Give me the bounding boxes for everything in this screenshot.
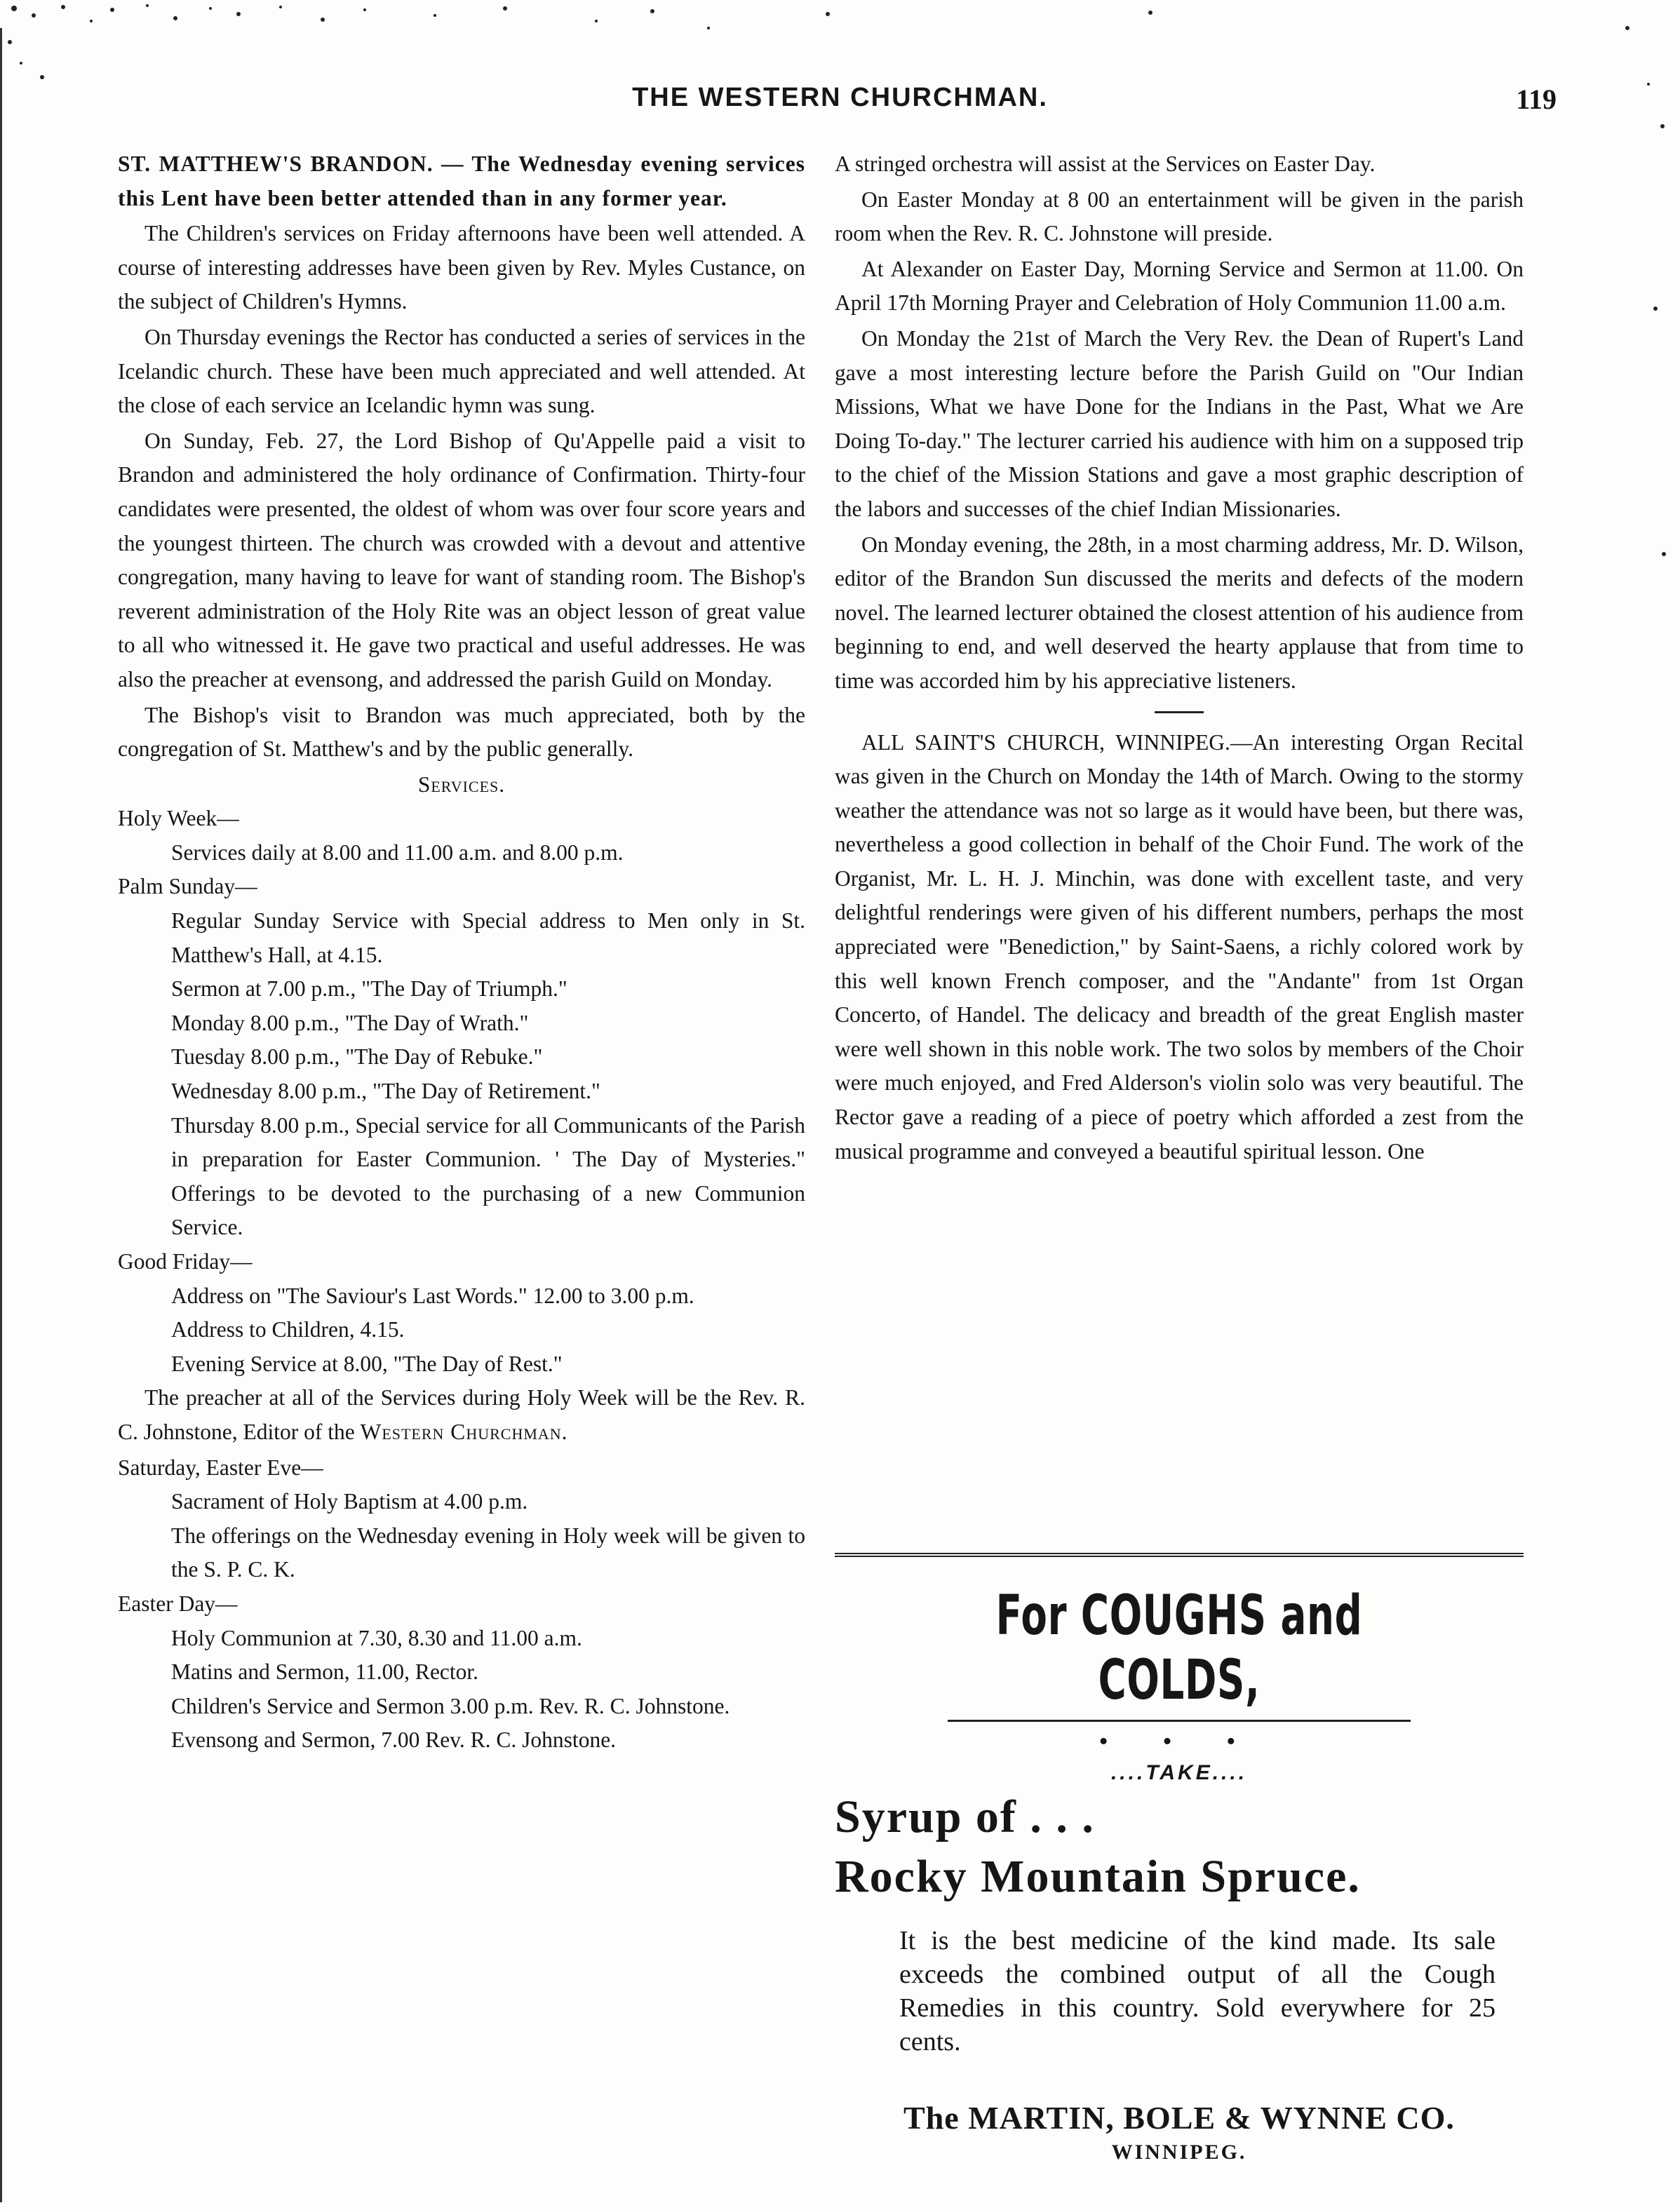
paragraph: On Monday evening, the 28th, in a most charming address, Mr. D. Wilson, editor of the Brandon Sun discussed the merits and defects of the modern novel. The learned lecturer obtained the closest attention of his audience from beginning to end, and well deserved the hearty applause that from time to time was accorded him by his appreciative listeners. <box>835 532 1524 693</box>
schedule-item: Sacrament of Holy Baptism at 4.00 p.m. <box>171 1489 528 1514</box>
schedule-item: Address to Children, 4.15. <box>171 1317 405 1342</box>
right-column <box>835 147 1524 1170</box>
schedule-day: Palm Sunday— <box>118 874 257 899</box>
schedule-item: Thursday 8.00 p.m., Special service for all Communicants of the Parish in preparation for Easter Communion. ' The Day of Mysteries." Offerings to be devoted to the purchasing of a new Communion Service. <box>171 1112 805 1240</box>
schedule-day: Holy Week— <box>118 806 239 831</box>
advertisement <box>835 1553 1524 2164</box>
paragraph: At Alexander on Easter Day, Morning Service and Sermon at 11.00. On April 17th Morning Prayer and Celebration of Holy Communion 11.00 a.m. <box>835 256 1524 316</box>
masthead: THE WESTERN CHURCHMAN. <box>632 83 1048 112</box>
ad-divider <box>948 1720 1411 1722</box>
ad-dots: • • • <box>1098 1727 1260 1756</box>
ad-take: ....TAKE.... <box>1110 1761 1248 1784</box>
schedule-day: Easter Day— <box>118 1591 238 1616</box>
schedule-item: Monday 8.00 p.m., "The Day of Wrath." <box>171 1010 529 1035</box>
ad-body: It is the best medicine of the kind made. Its sale exceeds the combined output of all the Cough Remedies in this country. Sold everywhere for 25 cents. <box>899 1926 1496 2056</box>
preacher-note: The preacher at all of the Services during Holy Week will be the Rev. R. C. Johnstone, Editor of the Western Churchman. <box>118 1385 805 1444</box>
ad-product-line1: Syrup of . . . <box>835 1791 1095 1842</box>
lead-paragraph: ST. MATTHEW'S BRANDON. — The Wednesday evening services this Lent have been better attended than in any former year. <box>118 151 805 210</box>
paragraph: On Thursday evenings the Rector has conducted a series of services in the Icelandic church. These have been much appreciated and well attended. At the close of each service an Icelandic hymn was sung. <box>118 324 805 418</box>
ad-top-rule <box>835 1553 1524 1560</box>
schedule-day: Good Friday— <box>118 1249 253 1274</box>
section-divider <box>1155 711 1204 713</box>
services-heading: Services. <box>417 772 506 797</box>
schedule-item: Holy Communion at 7.30, 8.30 and 11.00 a.m. <box>171 1625 582 1650</box>
schedule-day: Saturday, Easter Eve— <box>118 1455 323 1480</box>
schedule-item: Regular Sunday Service with Special address to Men only in St. Matthew's Hall, at 4.15. <box>171 908 805 967</box>
schedule-item: Sermon at 7.00 p.m., "The Day of Triumph." <box>171 976 567 1002</box>
schedule-item: Services daily at 8.00 and 11.00 a.m. and 8.00 p.m. <box>171 840 624 865</box>
page-number: 119 <box>1516 83 1557 115</box>
services-schedule <box>118 802 805 1381</box>
paragraph: The Bishop's visit to Brandon was much appreciated, both by the congregation of St. Matthew's and by the public generally. <box>118 702 805 762</box>
schedule-item: Address on "The Saviour's Last Words." 12.00 to 3.00 p.m. <box>171 1283 694 1308</box>
ad-product-line2: Rocky Mountain Spruce. <box>835 1851 1361 1902</box>
schedule-item: Matins and Sermon, 11.00, Rector. <box>171 1659 479 1685</box>
schedule-item: Children's Service and Sermon 3.00 p.m. Rev. R. C. Johnstone. <box>171 1693 730 1718</box>
paragraph: A stringed orchestra will assist at the Services on Easter Day. <box>835 151 1376 176</box>
schedule-item: The offerings on the Wednesday evening in Holy week will be given to the S. P. C. K. <box>171 1523 805 1582</box>
schedule-item: Wednesday 8.00 p.m., "The Day of Retirement." <box>171 1079 600 1104</box>
easter-schedule <box>118 1451 805 1758</box>
ad-city: WINNIPEG. <box>1111 2141 1247 2164</box>
page-header <box>0 83 1680 125</box>
paragraph: On Sunday, Feb. 27, the Lord Bishop of Qu'Appelle paid a visit to Brandon and administered the holy ordinance of Confirmation. Thirty-four candidates were presented, the oldest of whom was over four score years and the youngest thirteen. The church was crowded with a devout and attentive congregation, many having to leave for want of standing room. The Bishop's reverent administration of the Holy Rite was an object lesson of great value to all who witnessed it. He gave two practical and useful addresses. He was also the preacher at evensong, and addressed the parish Guild on Monday. <box>118 428 805 692</box>
schedule-item: Evensong and Sermon, 7.00 Rev. R. C. Johnstone. <box>171 1727 617 1753</box>
all-saints-paragraph: ALL SAINT'S CHURCH, WINNIPEG.—An interesting Organ Recital was given in the Church on Monday the 14th of March. Owing to the stormy weather the attendance was not so large as it would have been, but there was, nevertheless a good collection in behalf of the Choir Fund. The work of the Organist, Mr. L. H. J. Minchin, was done with excellent taste, and very delightful renderings were given of his different numbers, perhaps the most appreciated were "Benediction," by Saint-Saens, a richly colored work by this well known French composer, and the "Andante" from 1st Organ Concerto, of Handel. The delicacy and breadth of the great English master were well shown in this noble work. The two solos by members of the Choir were much enjoyed, and Fred Alderson's violin solo was very beautiful. The Rector gave a reading of a piece of poetry which afforded a zest from the musical programme and conveyed a beautiful spiritual lesson. One <box>835 729 1524 1164</box>
paragraph: On Easter Monday at 8 00 an entertainment will be given in the parish room when the Rev. R. C. Johnstone will preside. <box>835 187 1524 246</box>
ad-company: The MARTIN, BOLE & WYNNE CO. <box>903 2100 1455 2136</box>
ad-headline: For COUGHS and COLDS, <box>995 1584 1363 1712</box>
schedule-item: Tuesday 8.00 p.m., "The Day of Rebuke." <box>171 1044 543 1070</box>
paragraph: The Children's services on Friday afternoons have been well attended. A course of interesting addresses have been given by Rev. Myles Custance, on the subject of Children's Hymns. <box>118 221 805 314</box>
schedule-item: Evening Service at 8.00, "The Day of Rest." <box>171 1351 563 1376</box>
paragraph: On Monday the 21st of March the Very Rev. the Dean of Rupert's Land gave a most interesting lecture before the Parish Guild on "Our Indian Missions, What we have Done for the Indians in the Past, What we Are Doing To-day." The lecturer carried his audience with him on a supposed trip to the chief of the Mission Stations and gave a most graphic description of the labors and successes of the chief Indian Missionaries. <box>835 325 1524 521</box>
left-column <box>118 147 805 1758</box>
